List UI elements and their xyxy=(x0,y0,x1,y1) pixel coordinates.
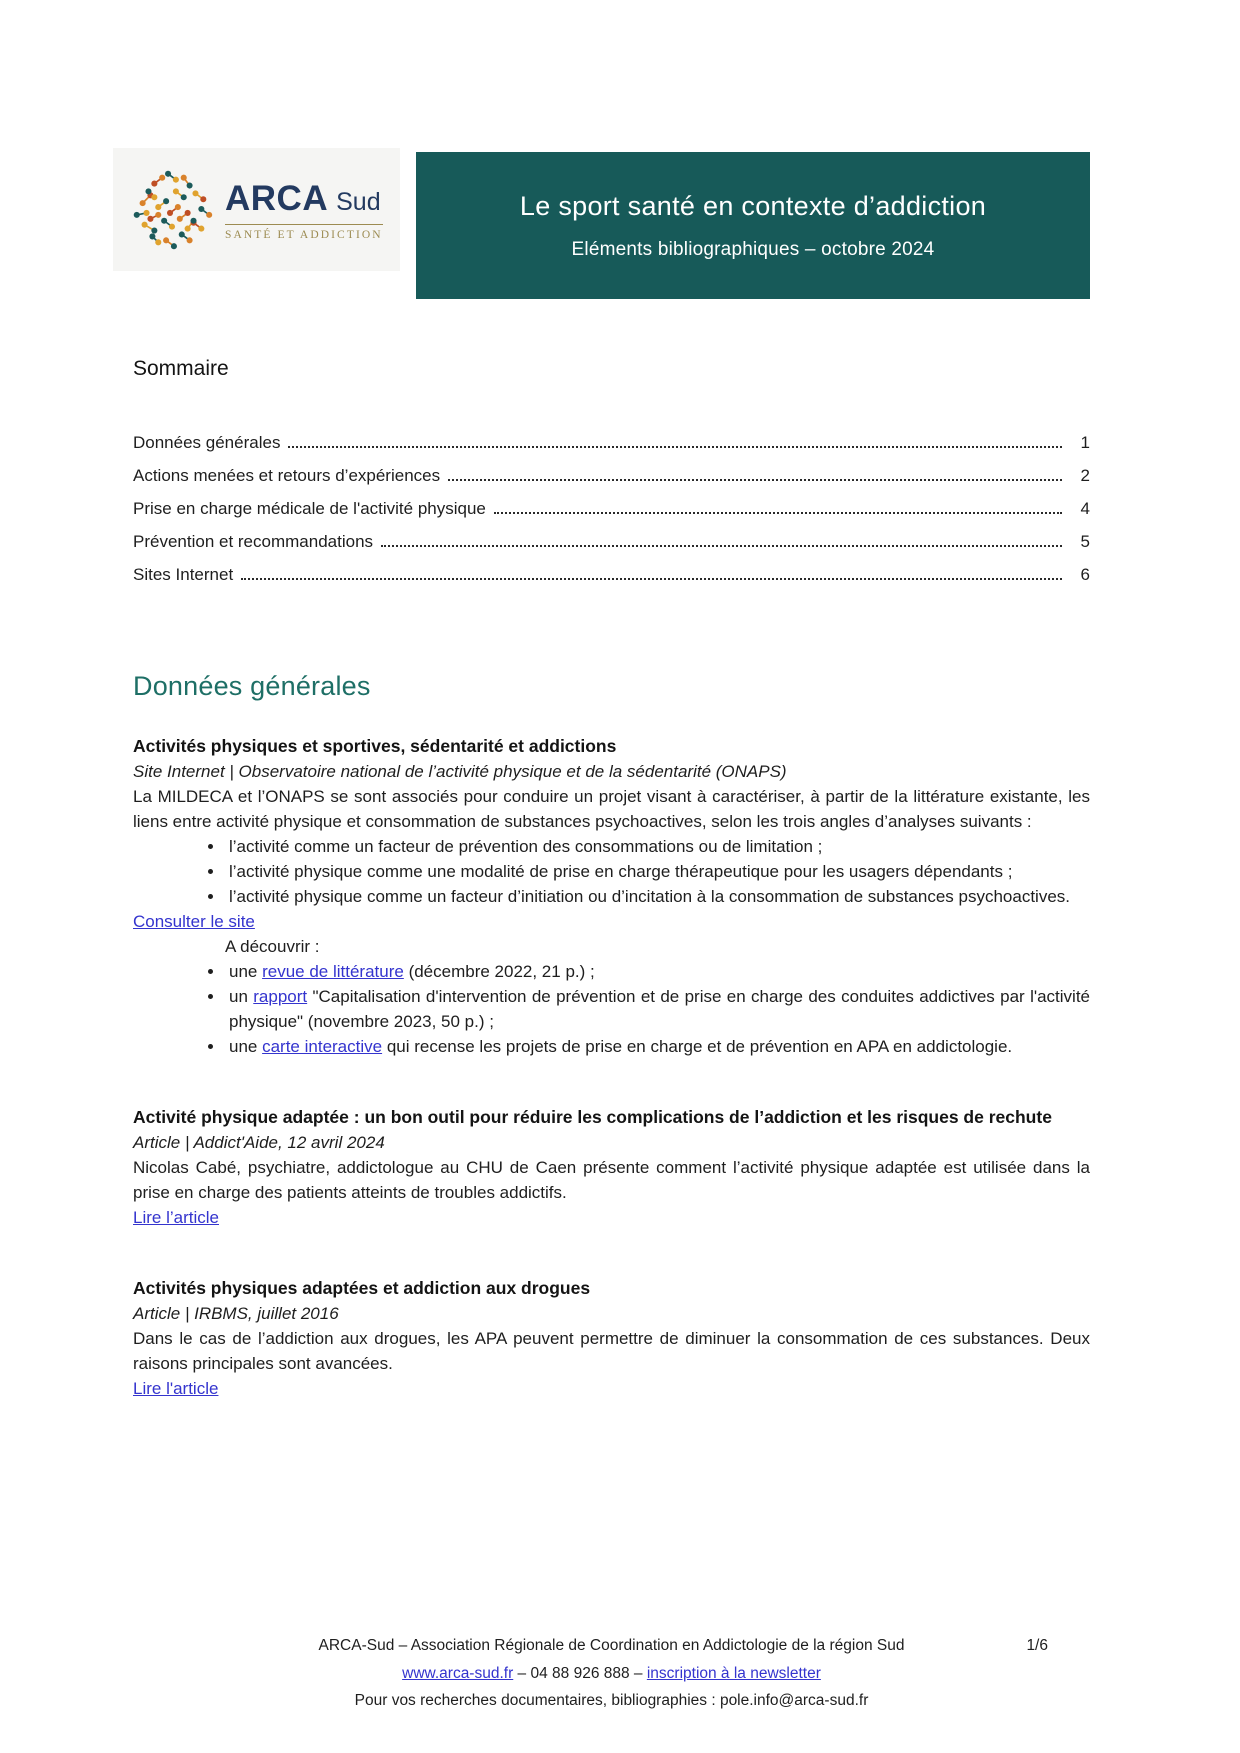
newsletter-link[interactable]: inscription à la newsletter xyxy=(646,1664,821,1682)
entry-title: Activités physiques adaptées et addiction aux drogues xyxy=(133,1278,591,1298)
logo-tagline: SANTÉ ET ADDICTION xyxy=(225,228,383,241)
entry-title: Activités physiques et sportives, sédentarité et addictions xyxy=(133,736,617,756)
toc-entry-prise-en-charge[interactable] xyxy=(133,499,1090,519)
arca-sud-website-link[interactable]: www.arca-sud.fr xyxy=(402,1664,514,1682)
list-item xyxy=(225,1034,1090,1059)
toc-entry-label: Actions menées et retours d’expériences xyxy=(133,466,441,485)
footer-email-line: Pour vos recherches documentaires, bibliographies : pole.info@arca-sud.fr xyxy=(354,1692,869,1709)
entry-source: Site Internet | Observatoire national de l’activité physique et de la sédentarité (ONAPS) xyxy=(133,762,787,781)
entry-source: Article | IRBMS, juillet 2016 xyxy=(133,1304,339,1323)
list-item xyxy=(225,984,1090,1034)
toc-dotted-leader xyxy=(241,578,1062,580)
toc-entry-actions-menees[interactable] xyxy=(133,466,1090,486)
entry-source: Article | Addict'Aide, 12 avril 2024 xyxy=(133,1133,385,1152)
lire-article-link[interactable]: Lire l’article xyxy=(133,1208,219,1227)
toc-entry-label: Prévention et recommandations xyxy=(133,532,374,551)
toc-entry-sites-internet[interactable] xyxy=(133,565,1090,585)
toc-page-number: 5 xyxy=(1080,532,1090,551)
section-heading-donnees-generales: Données générales xyxy=(133,671,371,701)
footer-phone: – 04 88 926 888 – xyxy=(513,1664,647,1682)
bullet-text: une xyxy=(229,1037,263,1056)
toc-page-number: 1 xyxy=(1080,433,1090,452)
document-title: Le sport santé en contexte d’addiction xyxy=(519,190,987,221)
entry-body: Nicolas Cabé, psychiatre, addictologue au CHU de Caen présente comment l’activité physique adaptée est utilisée dans la prise en charge des patients atteints de troubles addictifs. xyxy=(133,1158,1090,1202)
toc-entry-label: Sites Internet xyxy=(133,565,234,584)
rapport-link[interactable]: rapport xyxy=(253,987,308,1006)
toc-entry-prevention[interactable] xyxy=(133,532,1090,552)
bullet-text: un xyxy=(229,987,254,1006)
entry-body: Dans le cas de l’addiction aux drogues, les APA peuvent permettre de diminuer la consommation de ces substances. Deux raisons principales sont avancées. xyxy=(133,1329,1090,1373)
consulter-le-site-link[interactable]: Consulter le site xyxy=(133,912,255,931)
angles-list xyxy=(133,834,1090,909)
toc-page-number: 2 xyxy=(1080,466,1090,485)
entry-title: Activité physique adaptée : un bon outil pour réduire les complications de l’addiction et les risques de rechute xyxy=(133,1107,1052,1127)
bullet-text: (décembre 2022, 21 p.) ; xyxy=(403,962,595,981)
revue-de-litterature-link[interactable]: revue de littérature xyxy=(262,962,404,981)
bullet-text: "Capitalisation d'intervention de prévention et de prise en charge des conduites addictives par l'activité physique" (novembre 2023, 50 p.) ; xyxy=(229,987,1090,1031)
toc-heading: Sommaire xyxy=(133,357,229,380)
list-item: • l’activité physique comme un facteur d’initiation ou d’incitation à la consommation de substances psychoactives. xyxy=(225,884,1090,909)
discover-label: A découvrir : xyxy=(225,937,320,956)
table-of-contents xyxy=(133,433,1090,585)
entry-body: La MILDECA et l’ONAPS se sont associés pour conduire un projet visant à caractériser, à partir de la littérature existante, les liens entre activité physique et consommation de substances psychoactives, selon les trois angles d’analyses suivants : xyxy=(133,787,1090,831)
document-subtitle: Eléments bibliographiques – octobre 2024 xyxy=(571,238,935,260)
list-item: • l’activité physique comme une modalité de prise en charge thérapeutique pour les usagers dépendants ; xyxy=(225,859,1090,884)
bullet-text: une xyxy=(229,962,263,981)
lire-article-link[interactable]: Lire l'article xyxy=(133,1379,219,1398)
toc-entry-label: Prise en charge médicale de l'activité physique xyxy=(133,499,486,518)
logo-brand-suffix: Sud xyxy=(336,187,381,216)
list-item xyxy=(225,959,1090,984)
toc-page-number: 6 xyxy=(1080,565,1090,584)
toc-dotted-leader xyxy=(448,479,1062,481)
toc-entry-label: Données générales xyxy=(133,433,281,452)
carte-interactive-link[interactable]: carte interactive xyxy=(262,1037,383,1056)
footer-contact-line xyxy=(133,1660,1090,1688)
toc-dotted-leader xyxy=(494,512,1062,514)
toc-dotted-leader xyxy=(288,446,1062,448)
toc-page-number: 4 xyxy=(1080,499,1090,518)
page-number-indicator: 1/6 xyxy=(1026,1637,1048,1654)
footer-association-line: ARCA-Sud – Association Régionale de Coordination en Addictologie de la région Sud xyxy=(318,1637,905,1654)
bullet-text: qui recense les projets de prise en charge et de prévention en APA en addictologie. xyxy=(382,1037,1013,1056)
toc-entry-donnees-generales[interactable] xyxy=(133,433,1090,453)
discover-list xyxy=(133,959,1090,1059)
list-item: • l’activité comme un facteur de prévention des consommations ou de limitation ; xyxy=(225,834,1090,859)
logo-brand-name: ARCA xyxy=(225,178,329,218)
toc-dotted-leader xyxy=(381,545,1062,547)
page-content xyxy=(133,0,1090,1401)
page-footer xyxy=(133,1632,1090,1715)
